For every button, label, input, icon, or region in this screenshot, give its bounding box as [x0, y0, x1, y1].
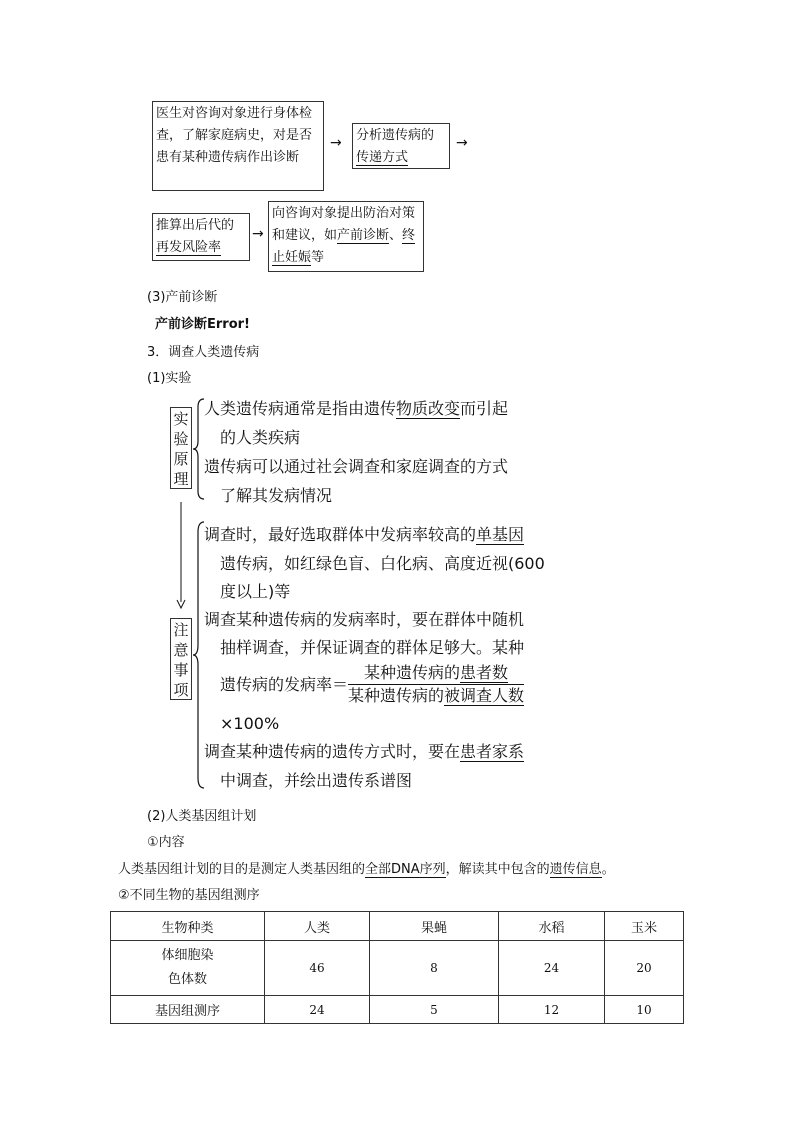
- table-header: 玉米: [605, 912, 684, 941]
- flow-box-advice-text: 向咨询对象提出防治对策和建议，如: [272, 206, 416, 243]
- table-header-row: [111, 912, 684, 941]
- notes-label-char: 注: [173, 621, 189, 639]
- flow-box-risk: [152, 213, 250, 261]
- flow-box-advice: [268, 201, 424, 272]
- flow-arrow-2: →: [456, 135, 468, 151]
- notes-label-char: 意: [173, 641, 189, 659]
- notes-line-6: 遗传病的发病率＝ $\frac{\text{某种遗传病的患者数}}{\text{某种遗传病的被调查人数}}$: [220, 663, 525, 705]
- table-row: [111, 996, 684, 1024]
- notes-line-3: 度以上)等: [220, 582, 291, 601]
- down-arrow: [175, 502, 187, 610]
- flow-box-advice-ul1: 产前诊断: [337, 228, 390, 243]
- table-cell: 24: [499, 941, 605, 996]
- flow-box-diagnosis: [152, 101, 324, 191]
- table-row-label: 基因组测序: [111, 996, 265, 1024]
- flow-box-analyze-text: 分析遗传病的: [356, 128, 435, 143]
- table-cell: 20: [605, 941, 684, 996]
- notes-underlined-8: 患者家系: [460, 742, 525, 761]
- table-header: 水稻: [499, 912, 605, 941]
- principle-line-2: 的人类疾病: [220, 428, 301, 447]
- notes-line-2: 遗传病，如红绿色盲、白化病、高度近视(600: [220, 554, 545, 573]
- flow-box-advice-ul2: 终止妊娠: [272, 228, 416, 265]
- flow-arrow-1: →: [330, 135, 342, 151]
- content-paragraph: 人类基因组计划的目的是测定人类基因组的全部DNA序列，解读其中包含的遗传信息。: [118, 862, 615, 877]
- heading-3: 3．调查人类遗传病: [147, 345, 260, 360]
- flow-arrow-3: →: [252, 226, 264, 242]
- flow-box-diagnosis-text: 医生对咨询对象进行身体检查，了解家庭病史，对是否患有某种遗传病作出诊断: [156, 106, 313, 165]
- table-heading: ②不同生物的基因组测序: [118, 888, 260, 903]
- flow-box-risk-underlined: 再发风险率: [156, 240, 222, 255]
- table-header: 人类: [265, 912, 370, 941]
- notes-line-5: 抽样调查，并保证调查的群体足够大。某种: [220, 638, 525, 657]
- flow-box-risk-text: 推算出后代的: [156, 218, 235, 233]
- notes-label-char: 项: [173, 681, 189, 699]
- table-cell: 5: [370, 996, 499, 1024]
- flow-box-analyze-underlined: 传递方式: [356, 150, 409, 165]
- principle-line-3: 遗传病可以通过社会调查和家庭调查的方式: [204, 457, 509, 476]
- principle-line-1: 人类遗传病通常是指由遗传物质改变而引起: [204, 399, 509, 418]
- notes-underlined-1: 单基因: [476, 525, 525, 544]
- notes-line-4: 调查某种遗传病的发病率时，要在群体中随机: [204, 610, 525, 629]
- content-underlined-2: 遗传信息: [549, 862, 602, 877]
- table-cell: 46: [265, 941, 370, 996]
- table-cell: 24: [265, 996, 370, 1024]
- principle-label: [170, 407, 192, 489]
- principle-underlined: 物质改变: [396, 399, 461, 418]
- section-3-heading: (3)产前诊断: [147, 290, 218, 305]
- principle-label-char: 实: [173, 410, 189, 428]
- notes-line-7: ×100%: [220, 714, 280, 733]
- principle-label-char: 理: [173, 470, 189, 488]
- fraction-denominator: 某种遗传病的被调查人数: [348, 686, 525, 705]
- table-cell: 8: [370, 941, 499, 996]
- flow-box-analyze: [352, 123, 450, 169]
- principle-label-char: 验: [173, 430, 189, 448]
- content-heading: ①内容: [147, 835, 185, 850]
- principle-line-4: 了解其发病情况: [220, 486, 333, 505]
- notes-line-8: 调查某种遗传病的遗传方式时，要在患者家系: [204, 742, 525, 761]
- table-cell: 10: [605, 996, 684, 1024]
- heading-3-2: (2)人类基因组计划: [147, 809, 257, 824]
- notes-line-9: 中调查，并绘出遗传系谱图: [220, 771, 413, 790]
- heading-3-1: (1)实验: [147, 371, 192, 386]
- table-cell: 12: [499, 996, 605, 1024]
- fraction-numerator: 某种遗传病的患者数: [348, 662, 524, 685]
- table-row: [111, 941, 684, 996]
- table-header: 果蝇: [370, 912, 499, 941]
- section-3-line: 产前诊断Error!: [155, 317, 250, 332]
- genome-table: [110, 911, 684, 1024]
- notes-label-char: 事: [173, 661, 189, 679]
- notes-label: [170, 618, 192, 700]
- principle-label-char: 原: [173, 450, 189, 468]
- flow-box-advice-end: 等: [311, 250, 325, 265]
- table-header: 生物种类: [111, 912, 265, 941]
- notes-line-1: 调查时，最好选取群体中发病率较高的单基因: [204, 525, 525, 544]
- table-row-label: 体细胞染 色体数: [111, 941, 265, 996]
- flow-box-advice-sep: 、: [389, 228, 403, 243]
- content-underlined-1: 全部DNA序列: [365, 862, 446, 877]
- incidence-fraction: [348, 662, 524, 707]
